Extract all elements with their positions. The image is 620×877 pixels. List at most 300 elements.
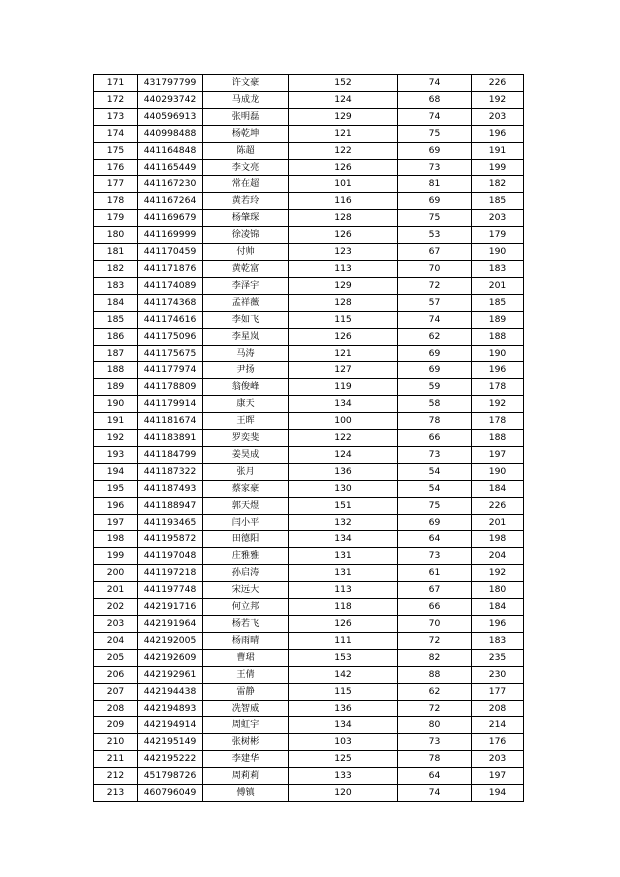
candidate-id-cell: 441181674: [138, 413, 203, 430]
score-1-cell: 124: [289, 91, 398, 108]
row-number-cell: 205: [94, 649, 138, 666]
row-number-cell: 207: [94, 683, 138, 700]
score-2-cell: 54: [398, 463, 472, 480]
total-score-cell: 183: [472, 632, 524, 649]
candidate-name-cell: 马涛: [203, 345, 289, 362]
score-1-cell: 115: [289, 311, 398, 328]
score-2-cell: 62: [398, 683, 472, 700]
score-1-cell: 126: [289, 227, 398, 244]
table-row: [94, 734, 524, 751]
candidate-name-cell: 周虹宇: [203, 717, 289, 734]
table-row: [94, 649, 524, 666]
score-1-cell: 134: [289, 396, 398, 413]
row-number-cell: 174: [94, 125, 138, 142]
row-number-cell: 200: [94, 565, 138, 582]
row-number-cell: 191: [94, 413, 138, 430]
candidate-name-cell: 付帅: [203, 244, 289, 261]
candidate-name-cell: 杨若飞: [203, 616, 289, 633]
score-1-cell: 133: [289, 768, 398, 785]
table-row: [94, 768, 524, 785]
score-2-cell: 75: [398, 497, 472, 514]
score-2-cell: 72: [398, 632, 472, 649]
row-number-cell: 206: [94, 666, 138, 683]
row-number-cell: 204: [94, 632, 138, 649]
score-2-cell: 73: [398, 159, 472, 176]
table-row: [94, 311, 524, 328]
table-row: [94, 277, 524, 294]
table-row: [94, 480, 524, 497]
total-score-cell: 196: [472, 362, 524, 379]
score-1-cell: 125: [289, 751, 398, 768]
row-number-cell: 203: [94, 616, 138, 633]
candidate-id-cell: 431797799: [138, 75, 203, 92]
row-number-cell: 209: [94, 717, 138, 734]
score-1-cell: 124: [289, 446, 398, 463]
score-1-cell: 131: [289, 548, 398, 565]
table-row: [94, 142, 524, 159]
candidate-id-cell: 441175675: [138, 345, 203, 362]
candidate-id-cell: 441187493: [138, 480, 203, 497]
candidate-name-cell: 张月: [203, 463, 289, 480]
total-score-cell: 180: [472, 582, 524, 599]
total-score-cell: 188: [472, 328, 524, 345]
row-number-cell: 178: [94, 193, 138, 210]
candidate-id-cell: 441197218: [138, 565, 203, 582]
total-score-cell: 185: [472, 193, 524, 210]
table-row: [94, 463, 524, 480]
table-row: [94, 599, 524, 616]
score-2-cell: 58: [398, 396, 472, 413]
table-row: [94, 548, 524, 565]
candidate-name-cell: 李泽宇: [203, 277, 289, 294]
total-score-cell: 177: [472, 683, 524, 700]
candidate-name-cell: 罗奕斐: [203, 430, 289, 447]
candidate-id-cell: 441184799: [138, 446, 203, 463]
table-row: [94, 616, 524, 633]
row-number-cell: 201: [94, 582, 138, 599]
score-2-cell: 69: [398, 514, 472, 531]
candidate-name-cell: 周莉莉: [203, 768, 289, 785]
total-score-cell: 179: [472, 227, 524, 244]
table-row: [94, 751, 524, 768]
table-row: [94, 582, 524, 599]
candidate-id-cell: 441187322: [138, 463, 203, 480]
score-2-cell: 73: [398, 446, 472, 463]
score-1-cell: 132: [289, 514, 398, 531]
score-1-cell: 151: [289, 497, 398, 514]
total-score-cell: 189: [472, 311, 524, 328]
score-2-cell: 72: [398, 700, 472, 717]
candidate-id-cell: 442195222: [138, 751, 203, 768]
candidate-name-cell: 孟祥薇: [203, 294, 289, 311]
table-row: [94, 193, 524, 210]
table-row: [94, 683, 524, 700]
score-2-cell: 82: [398, 649, 472, 666]
candidate-name-cell: 李文亮: [203, 159, 289, 176]
total-score-cell: 201: [472, 277, 524, 294]
score-2-cell: 66: [398, 599, 472, 616]
row-number-cell: 183: [94, 277, 138, 294]
row-number-cell: 195: [94, 480, 138, 497]
table-row: [94, 497, 524, 514]
table-row: [94, 328, 524, 345]
total-score-cell: 201: [472, 514, 524, 531]
score-2-cell: 75: [398, 125, 472, 142]
score-1-cell: 113: [289, 582, 398, 599]
score-1-cell: 129: [289, 277, 398, 294]
score-2-cell: 64: [398, 531, 472, 548]
candidate-id-cell: 442192005: [138, 632, 203, 649]
score-1-cell: 122: [289, 142, 398, 159]
row-number-cell: 176: [94, 159, 138, 176]
candidate-name-cell: 傅镇: [203, 785, 289, 802]
score-1-cell: 123: [289, 244, 398, 261]
row-number-cell: 180: [94, 227, 138, 244]
table-row: [94, 413, 524, 430]
table-row: [94, 260, 524, 277]
table-row: [94, 446, 524, 463]
candidate-id-cell: 441193465: [138, 514, 203, 531]
score-2-cell: 62: [398, 328, 472, 345]
score-1-cell: 136: [289, 700, 398, 717]
candidate-id-cell: 442195149: [138, 734, 203, 751]
candidate-id-cell: 441175096: [138, 328, 203, 345]
score-1-cell: 129: [289, 108, 398, 125]
row-number-cell: 198: [94, 531, 138, 548]
score-2-cell: 59: [398, 379, 472, 396]
candidate-id-cell: 441167264: [138, 193, 203, 210]
total-score-cell: 178: [472, 413, 524, 430]
score-sheet: [93, 74, 523, 802]
row-number-cell: 184: [94, 294, 138, 311]
total-score-cell: 214: [472, 717, 524, 734]
score-1-cell: 121: [289, 345, 398, 362]
score-2-cell: 64: [398, 768, 472, 785]
score-1-cell: 130: [289, 480, 398, 497]
table-row: [94, 514, 524, 531]
row-number-cell: 211: [94, 751, 138, 768]
total-score-cell: 226: [472, 497, 524, 514]
candidate-name-cell: 马成龙: [203, 91, 289, 108]
score-1-cell: 101: [289, 176, 398, 193]
candidate-name-cell: 李建华: [203, 751, 289, 768]
row-number-cell: 202: [94, 599, 138, 616]
score-1-cell: 126: [289, 159, 398, 176]
candidate-id-cell: 441169679: [138, 210, 203, 227]
row-number-cell: 175: [94, 142, 138, 159]
score-1-cell: 111: [289, 632, 398, 649]
candidate-name-cell: 杨乾坤: [203, 125, 289, 142]
candidate-id-cell: 441171876: [138, 260, 203, 277]
total-score-cell: 208: [472, 700, 524, 717]
row-number-cell: 188: [94, 362, 138, 379]
total-score-cell: 184: [472, 599, 524, 616]
score-1-cell: 119: [289, 379, 398, 396]
candidate-id-cell: 441188947: [138, 497, 203, 514]
total-score-cell: 199: [472, 159, 524, 176]
candidate-id-cell: 451798726: [138, 768, 203, 785]
score-1-cell: 120: [289, 785, 398, 802]
score-2-cell: 70: [398, 260, 472, 277]
row-number-cell: 179: [94, 210, 138, 227]
candidate-id-cell: 441178809: [138, 379, 203, 396]
score-1-cell: 142: [289, 666, 398, 683]
table-row: [94, 785, 524, 802]
total-score-cell: 183: [472, 260, 524, 277]
row-number-cell: 181: [94, 244, 138, 261]
score-2-cell: 80: [398, 717, 472, 734]
candidate-id-cell: 442194893: [138, 700, 203, 717]
candidate-id-cell: 441169999: [138, 227, 203, 244]
table-row: [94, 396, 524, 413]
score-1-cell: 152: [289, 75, 398, 92]
score-2-cell: 88: [398, 666, 472, 683]
score-2-cell: 67: [398, 244, 472, 261]
candidate-name-cell: 姜昊成: [203, 446, 289, 463]
candidate-id-cell: 441174616: [138, 311, 203, 328]
score-1-cell: 116: [289, 193, 398, 210]
candidate-id-cell: 442194438: [138, 683, 203, 700]
row-number-cell: 172: [94, 91, 138, 108]
row-number-cell: 197: [94, 514, 138, 531]
candidate-name-cell: 何立邦: [203, 599, 289, 616]
total-score-cell: 203: [472, 751, 524, 768]
candidate-name-cell: 庄雅雅: [203, 548, 289, 565]
candidate-name-cell: 孙启涛: [203, 565, 289, 582]
score-2-cell: 81: [398, 176, 472, 193]
total-score-cell: 197: [472, 768, 524, 785]
row-number-cell: 194: [94, 463, 138, 480]
score-2-cell: 74: [398, 311, 472, 328]
table-row: [94, 91, 524, 108]
row-number-cell: 182: [94, 260, 138, 277]
row-number-cell: 189: [94, 379, 138, 396]
total-score-cell: 185: [472, 294, 524, 311]
total-score-cell: 191: [472, 142, 524, 159]
row-number-cell: 213: [94, 785, 138, 802]
row-number-cell: 190: [94, 396, 138, 413]
row-number-cell: 185: [94, 311, 138, 328]
candidate-name-cell: 张明磊: [203, 108, 289, 125]
total-score-cell: 182: [472, 176, 524, 193]
candidate-name-cell: 杨肇琛: [203, 210, 289, 227]
candidate-id-cell: 440596913: [138, 108, 203, 125]
score-1-cell: 134: [289, 531, 398, 548]
score-1-cell: 118: [289, 599, 398, 616]
score-1-cell: 126: [289, 328, 398, 345]
candidate-name-cell: 尹扬: [203, 362, 289, 379]
score-1-cell: 103: [289, 734, 398, 751]
score-2-cell: 61: [398, 565, 472, 582]
total-score-cell: 196: [472, 616, 524, 633]
score-table-body: [94, 75, 524, 802]
total-score-cell: 198: [472, 531, 524, 548]
table-row: [94, 717, 524, 734]
table-row: [94, 666, 524, 683]
total-score-cell: 192: [472, 91, 524, 108]
row-number-cell: 173: [94, 108, 138, 125]
total-score-cell: 192: [472, 396, 524, 413]
score-1-cell: 122: [289, 430, 398, 447]
candidate-name-cell: 郭天煜: [203, 497, 289, 514]
table-row: [94, 379, 524, 396]
score-2-cell: 74: [398, 75, 472, 92]
total-score-cell: 188: [472, 430, 524, 447]
total-score-cell: 203: [472, 210, 524, 227]
table-row: [94, 565, 524, 582]
row-number-cell: 187: [94, 345, 138, 362]
candidate-id-cell: 441170459: [138, 244, 203, 261]
table-row: [94, 531, 524, 548]
candidate-id-cell: 442192609: [138, 649, 203, 666]
candidate-id-cell: 441165449: [138, 159, 203, 176]
table-row: [94, 294, 524, 311]
score-2-cell: 69: [398, 345, 472, 362]
row-number-cell: 171: [94, 75, 138, 92]
score-2-cell: 72: [398, 277, 472, 294]
candidate-name-cell: 黄若玲: [203, 193, 289, 210]
candidate-id-cell: 441183891: [138, 430, 203, 447]
candidate-id-cell: 440293742: [138, 91, 203, 108]
table-row: [94, 244, 524, 261]
candidate-name-cell: 徐凌锦: [203, 227, 289, 244]
candidate-name-cell: 田德阳: [203, 531, 289, 548]
score-1-cell: 127: [289, 362, 398, 379]
candidate-name-cell: 王晖: [203, 413, 289, 430]
score-2-cell: 74: [398, 785, 472, 802]
score-1-cell: 136: [289, 463, 398, 480]
total-score-cell: 178: [472, 379, 524, 396]
candidate-id-cell: 442192961: [138, 666, 203, 683]
score-2-cell: 78: [398, 413, 472, 430]
score-1-cell: 131: [289, 565, 398, 582]
candidate-name-cell: 杨雨晴: [203, 632, 289, 649]
candidate-id-cell: 460796049: [138, 785, 203, 802]
candidate-name-cell: 闫小平: [203, 514, 289, 531]
score-2-cell: 73: [398, 734, 472, 751]
candidate-name-cell: 陈超: [203, 142, 289, 159]
score-1-cell: 153: [289, 649, 398, 666]
candidate-id-cell: 440998488: [138, 125, 203, 142]
candidate-name-cell: 冼智威: [203, 700, 289, 717]
candidate-id-cell: 441164848: [138, 142, 203, 159]
score-1-cell: 113: [289, 260, 398, 277]
score-2-cell: 78: [398, 751, 472, 768]
row-number-cell: 210: [94, 734, 138, 751]
table-row: [94, 176, 524, 193]
score-2-cell: 69: [398, 362, 472, 379]
candidate-name-cell: 李如飞: [203, 311, 289, 328]
candidate-name-cell: 曹珺: [203, 649, 289, 666]
candidate-name-cell: 李星岚: [203, 328, 289, 345]
table-row: [94, 632, 524, 649]
score-1-cell: 121: [289, 125, 398, 142]
row-number-cell: 177: [94, 176, 138, 193]
candidate-name-cell: 张树彬: [203, 734, 289, 751]
candidate-name-cell: 黄乾富: [203, 260, 289, 277]
score-1-cell: 100: [289, 413, 398, 430]
score-2-cell: 69: [398, 193, 472, 210]
candidate-id-cell: 441197048: [138, 548, 203, 565]
candidate-name-cell: 雷静: [203, 683, 289, 700]
table-row: [94, 430, 524, 447]
candidate-name-cell: 常在超: [203, 176, 289, 193]
score-1-cell: 128: [289, 210, 398, 227]
candidate-id-cell: 442191716: [138, 599, 203, 616]
row-number-cell: 196: [94, 497, 138, 514]
score-2-cell: 66: [398, 430, 472, 447]
candidate-name-cell: 宋远大: [203, 582, 289, 599]
table-row: [94, 345, 524, 362]
candidate-id-cell: 442191964: [138, 616, 203, 633]
candidate-id-cell: 441174368: [138, 294, 203, 311]
candidate-name-cell: 翁俊峰: [203, 379, 289, 396]
total-score-cell: 235: [472, 649, 524, 666]
score-2-cell: 68: [398, 91, 472, 108]
candidate-id-cell: 441195872: [138, 531, 203, 548]
score-table: [93, 74, 524, 802]
total-score-cell: 190: [472, 463, 524, 480]
row-number-cell: 193: [94, 446, 138, 463]
total-score-cell: 190: [472, 244, 524, 261]
table-row: [94, 227, 524, 244]
score-1-cell: 128: [289, 294, 398, 311]
table-row: [94, 210, 524, 227]
row-number-cell: 208: [94, 700, 138, 717]
score-2-cell: 53: [398, 227, 472, 244]
score-2-cell: 70: [398, 616, 472, 633]
candidate-id-cell: 441167230: [138, 176, 203, 193]
table-row: [94, 700, 524, 717]
total-score-cell: 176: [472, 734, 524, 751]
total-score-cell: 203: [472, 108, 524, 125]
total-score-cell: 230: [472, 666, 524, 683]
total-score-cell: 194: [472, 785, 524, 802]
row-number-cell: 186: [94, 328, 138, 345]
score-1-cell: 126: [289, 616, 398, 633]
total-score-cell: 192: [472, 565, 524, 582]
score-2-cell: 67: [398, 582, 472, 599]
score-1-cell: 134: [289, 717, 398, 734]
candidate-id-cell: 442194914: [138, 717, 203, 734]
row-number-cell: 212: [94, 768, 138, 785]
score-2-cell: 69: [398, 142, 472, 159]
total-score-cell: 197: [472, 446, 524, 463]
total-score-cell: 226: [472, 75, 524, 92]
score-2-cell: 75: [398, 210, 472, 227]
table-row: [94, 159, 524, 176]
score-2-cell: 54: [398, 480, 472, 497]
score-2-cell: 57: [398, 294, 472, 311]
total-score-cell: 196: [472, 125, 524, 142]
table-row: [94, 362, 524, 379]
candidate-name-cell: 康天: [203, 396, 289, 413]
total-score-cell: 184: [472, 480, 524, 497]
candidate-id-cell: 441197748: [138, 582, 203, 599]
candidate-name-cell: 许文豪: [203, 75, 289, 92]
candidate-id-cell: 441174089: [138, 277, 203, 294]
score-2-cell: 74: [398, 108, 472, 125]
score-1-cell: 115: [289, 683, 398, 700]
row-number-cell: 199: [94, 548, 138, 565]
table-row: [94, 75, 524, 92]
row-number-cell: 192: [94, 430, 138, 447]
total-score-cell: 204: [472, 548, 524, 565]
candidate-name-cell: 蔡家豪: [203, 480, 289, 497]
score-2-cell: 73: [398, 548, 472, 565]
total-score-cell: 190: [472, 345, 524, 362]
candidate-id-cell: 441179914: [138, 396, 203, 413]
